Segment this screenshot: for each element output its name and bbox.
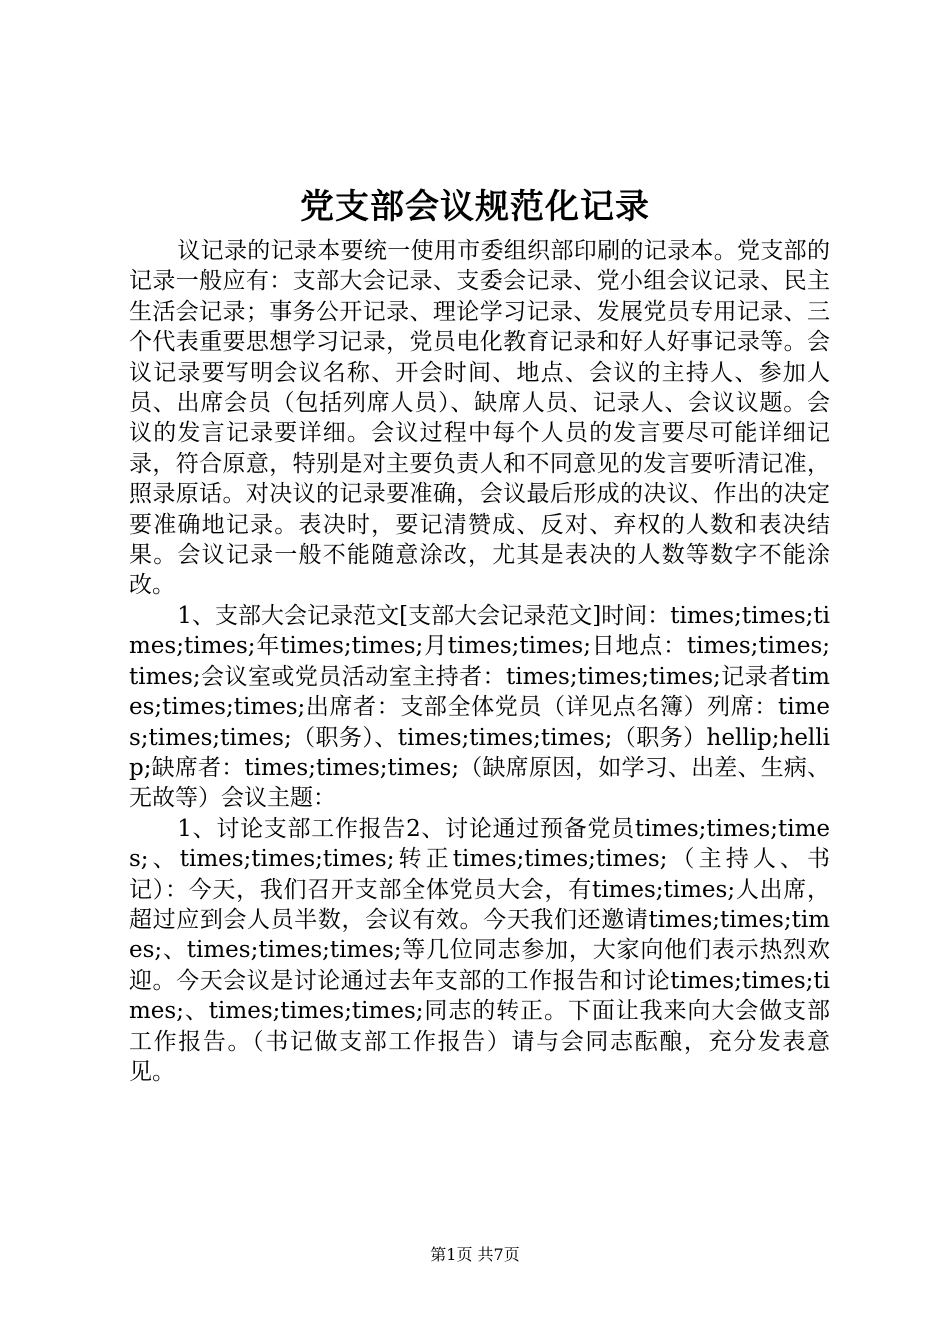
paragraph-meeting-template: 1、支部大会记录范文[支部大会记录范文]时间：times;times;times;times;年times;times;月times;times;日地点：times;times;times;会议室或党员活动室主持者：times;times;times;记录者times;times;times;出席者：支部全体党员（详见点名簿）列席：times;times;times;（职务）、times;times;times;（职务）hellip;hellip;缺席者：times;times;times;（缺席原因，如学习、出差、生病、无故等）会议主题： (129, 602, 830, 812)
paragraph-agenda: 1、讨论支部工作报告2、讨论通过预备党员times;times;times;、times;times;times;转正times;times;times;（主持人、书记）：今天，我们召开支部全体党员大会，有times;times;人出席，超过应到会人员半数，会议有效。今天我们还邀请times;times;times;、times;times;times;等几位同志参加，大家向他们表示热烈欢迎。今天会议是讨论通过去年支部的工作报告和讨论times;times;times;、times;times;times;同志的转正。下面让我来向大会做支部工作报告。（书记做支部工作报告）请与会同志酝酿，充分发表意见。 (129, 815, 830, 1085)
document-body (129, 236, 830, 1087)
document-title: 党支部会议规范化记录 (300, 187, 650, 227)
page-number: 第1页 共7页 (430, 1245, 520, 1264)
paragraph-intro: 议记录的记录本要统一使用市委组织部印刷的记录本。党支部的记录一般应有：支部大会记录、支委会记录、党小组会议记录、民主生活会记录；事务公开记录、理论学习记录、发展党员专用记录、三个代表重要思想学习记录，党员电化教育记录和好人好事记录等。会议记录要写明会议名称、开会时间、地点、会议的主持人、参加人员、出席会员（包括列席人员）、缺席人员、记录人、会议议题。会议的发言记录要详细。会议过程中每个人员的发言要尽可能详细记录，符合原意，特别是对主要负责人和不同意见的发言要听清记准，照录原话。对决议的记录要准确，会议最后形成的决议、作出的决定要准确地记录。表决时，要记清赞成、反对、弃权的人数和表决结果。会议记录一般不能随意涂改，尤其是表决的人数等数字不能涂改。 (129, 238, 830, 599)
